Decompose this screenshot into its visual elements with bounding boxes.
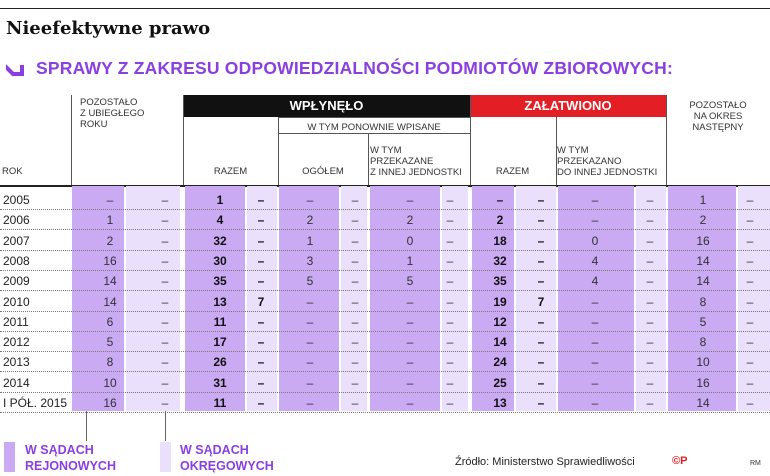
table-cell: 8 <box>106 355 114 370</box>
row-label: 2011 <box>3 314 29 329</box>
table-cell: – <box>646 274 654 289</box>
row-separator <box>0 270 770 271</box>
header-razem-in: RAZEM <box>213 166 248 177</box>
table-cell: 8 <box>699 294 707 309</box>
table-cell: 12 <box>493 314 507 329</box>
table-cell: 1 <box>216 193 224 207</box>
table-cell: 4 <box>216 213 224 228</box>
table-cell: 14 <box>493 335 507 350</box>
row-label: 2009 <box>3 274 30 289</box>
table-cell: – <box>591 294 599 309</box>
table-cell: – <box>406 355 414 370</box>
header-pozostalo-na: POZOSTAŁO NA OKRES NASTĘPNY <box>689 100 747 133</box>
table-cell: – <box>257 314 265 329</box>
table-cell: 24 <box>493 355 507 370</box>
table-cell: 5 <box>406 274 414 289</box>
table-cell: – <box>351 375 359 390</box>
table-cell: – <box>537 314 545 329</box>
table-cell: – <box>351 294 359 309</box>
table-cell: – <box>646 314 654 329</box>
table-cell: – <box>161 314 169 329</box>
table-cell: – <box>406 193 414 207</box>
table-cell: – <box>351 396 359 410</box>
table-cell: 5 <box>699 314 707 329</box>
header-divider <box>666 95 667 185</box>
header-wplynelo: WPŁYNĘŁO <box>183 95 470 117</box>
table-cell: – <box>537 355 545 370</box>
table-cell: – <box>746 355 754 370</box>
table-cell: 5 <box>106 335 114 350</box>
table-cell: – <box>406 335 414 350</box>
table-cell: – <box>746 233 754 248</box>
table-cell: 10 <box>103 375 117 390</box>
table-cell: – <box>306 294 314 309</box>
arrow-down-right-icon <box>6 58 28 80</box>
table-cell: – <box>591 396 599 410</box>
table-cell: – <box>161 294 169 309</box>
legend-swatch-okregowych <box>160 442 171 472</box>
table-cell: – <box>446 213 454 228</box>
table-cell: – <box>646 375 654 390</box>
row-separator <box>0 311 770 312</box>
table-cell: – <box>257 375 265 390</box>
row-label: 2010 <box>3 294 30 309</box>
header-rule <box>278 117 470 118</box>
table-cell: – <box>591 375 599 390</box>
table-cell: – <box>446 274 454 289</box>
table-cell: – <box>306 314 314 329</box>
table-cell: 0 <box>406 233 414 248</box>
table-cell: – <box>306 375 314 390</box>
table-cell: – <box>106 193 114 207</box>
table-cell: 11 <box>213 396 227 410</box>
header-ogolem: OGÓŁEM <box>302 166 344 177</box>
table-cell: 5 <box>306 274 314 289</box>
row-label: 2007 <box>3 233 30 248</box>
table-cell: 2 <box>699 213 707 228</box>
table-cell: 32 <box>493 253 507 268</box>
header-rok: ROK <box>2 166 23 177</box>
table-cell: – <box>591 314 599 329</box>
table-cell: – <box>591 335 599 350</box>
table-cell: – <box>351 253 359 268</box>
table-cell: – <box>537 253 545 268</box>
table-cell: – <box>646 193 654 207</box>
table-cell: 4 <box>591 253 599 268</box>
header-razem-done: RAZEM <box>495 166 530 177</box>
table-cell: – <box>537 233 545 248</box>
table-cell: 16 <box>103 253 117 268</box>
table-cell: – <box>351 233 359 248</box>
table-cell: – <box>646 233 654 248</box>
table-cell: 16 <box>696 375 710 390</box>
table-cell: – <box>446 335 454 350</box>
row-separator <box>0 250 770 251</box>
header-divider <box>368 133 369 185</box>
table-cell: – <box>351 274 359 289</box>
table-cell: – <box>257 335 265 350</box>
table-cell: 32 <box>213 233 227 248</box>
table-cell: – <box>446 396 454 410</box>
row-label: I PÓŁ. 2015 <box>3 396 68 410</box>
header-divider <box>183 95 184 185</box>
table-cell: 14 <box>696 274 710 289</box>
row-separator <box>0 392 770 393</box>
table-cell: – <box>351 335 359 350</box>
table-cell: – <box>161 253 169 268</box>
table-cell: 14 <box>696 396 710 410</box>
header-zalatwiono: ZAŁATWIONO <box>470 95 666 117</box>
table-cell: – <box>446 314 454 329</box>
row-separator <box>0 412 770 413</box>
table-cell: – <box>746 274 754 289</box>
table-cell: – <box>406 396 414 410</box>
table-cell: – <box>591 355 599 370</box>
table-cell: – <box>646 253 654 268</box>
table-cell: 31 <box>213 375 227 390</box>
table-cell: – <box>446 233 454 248</box>
table-cell: – <box>537 213 545 228</box>
table-cell: – <box>746 253 754 268</box>
table-cell: – <box>646 335 654 350</box>
table-cell: 3 <box>306 253 314 268</box>
table-cell: – <box>161 274 169 289</box>
table-cell: – <box>257 193 265 207</box>
publisher-logo: ©P <box>672 455 688 467</box>
table-cell: – <box>446 193 454 207</box>
row-separator <box>0 229 770 230</box>
table-cell: – <box>257 213 265 228</box>
table-cell: 17 <box>213 335 227 350</box>
table-cell: – <box>446 375 454 390</box>
table-cell: 30 <box>213 253 227 268</box>
table-cell: – <box>406 294 414 309</box>
table-cell: 35 <box>493 274 507 289</box>
row-label: 2012 <box>3 335 30 350</box>
legend-okregowych: W SĄDACH OKRĘGOWYCH <box>180 443 274 473</box>
table-cell: 25 <box>493 375 507 390</box>
table-cell: 1 <box>106 213 114 228</box>
table-cell: 13 <box>213 294 227 309</box>
table-cell: – <box>161 396 169 410</box>
header-divider <box>278 117 279 185</box>
table-cell: – <box>537 274 545 289</box>
header-przekazano-do: W TYM PRZEKAZANO DO INNEJ JEDNOSTKI <box>557 145 658 178</box>
table-cell: – <box>446 294 454 309</box>
table-cell: – <box>537 396 545 410</box>
table-cell: 1 <box>306 233 314 248</box>
table-cell: 0 <box>591 233 599 248</box>
row-separator <box>0 331 770 332</box>
table-cell: 6 <box>106 314 114 329</box>
table-cell: – <box>257 355 265 370</box>
table-cell: – <box>746 213 754 228</box>
author-credit: RM <box>750 460 761 467</box>
table-cell: – <box>351 213 359 228</box>
table-cell: – <box>257 253 265 268</box>
row-label: 2005 <box>3 193 30 207</box>
table-cell: – <box>161 193 169 207</box>
legend-pointer <box>86 411 87 441</box>
table-cell: 8 <box>699 335 707 350</box>
row-separator <box>0 209 770 210</box>
table-cell: – <box>496 193 504 207</box>
table-cell: – <box>537 375 545 390</box>
page-title: Nieefektywne prawo <box>6 18 211 39</box>
source-note: Źródło: Ministerstwo Sprawiedliwości <box>455 456 635 468</box>
table-cell: – <box>746 396 754 410</box>
table-cell: 14 <box>696 253 710 268</box>
table-cell: – <box>446 355 454 370</box>
row-separator <box>0 290 770 291</box>
table-cell: – <box>746 193 754 207</box>
table-cell: 10 <box>696 355 710 370</box>
header-przekazane-z: W TYM PRZEKAZANE Z INNEJ JEDNOSTKI <box>370 145 462 178</box>
header-divider <box>556 117 557 185</box>
table-cell: – <box>746 335 754 350</box>
table-cell: – <box>161 375 169 390</box>
table-cell: – <box>257 233 265 248</box>
row-label: 2006 <box>3 213 30 228</box>
table-cell: 1 <box>699 193 707 207</box>
table-cell: – <box>746 294 754 309</box>
row-label: 2013 <box>3 355 30 370</box>
table-cell: – <box>306 396 314 410</box>
header-divider <box>71 95 72 185</box>
row-label: 2008 <box>3 253 30 268</box>
row-separator <box>0 351 770 352</box>
table-cell: – <box>646 213 654 228</box>
table-cell: – <box>351 355 359 370</box>
table-cell: – <box>351 314 359 329</box>
table-cell: – <box>406 314 414 329</box>
table-cell: – <box>161 355 169 370</box>
table-cell: – <box>646 396 654 410</box>
table-cell: – <box>161 233 169 248</box>
header-pozostalo-z: POZOSTAŁO Z UBIEGŁEGO ROKU <box>80 97 145 130</box>
row-separator <box>0 371 770 372</box>
table-cell: – <box>537 335 545 350</box>
table-cell: – <box>746 314 754 329</box>
table-cell: – <box>446 253 454 268</box>
table-cell: – <box>306 193 314 207</box>
table-cell: – <box>257 274 265 289</box>
table-cell: – <box>646 294 654 309</box>
table-cell: – <box>591 193 599 207</box>
table-cell: 7 <box>537 294 545 309</box>
table-cell: 1 <box>406 253 414 268</box>
table-cell: 4 <box>591 274 599 289</box>
table-cell: – <box>351 193 359 207</box>
table-cell: 16 <box>696 233 710 248</box>
table-cell: – <box>306 335 314 350</box>
table-cell: 14 <box>103 294 117 309</box>
header-ponownie: W TYM PONOWNIE WPISANE <box>307 122 441 133</box>
chart-subtitle: SPRAWY Z ZAKRESU ODPOWIEDZIALNOŚCI PODMIOTÓW ZBIOROWYCH: <box>36 58 673 78</box>
table-cell: 13 <box>493 396 507 410</box>
table-cell: 35 <box>213 274 227 289</box>
table-cell: 16 <box>103 396 117 410</box>
table-cell: 2 <box>306 213 314 228</box>
table-cell: – <box>646 355 654 370</box>
table-cell: – <box>161 335 169 350</box>
header-divider <box>470 95 471 185</box>
table-cell: 18 <box>493 233 507 248</box>
table-cell: – <box>591 213 599 228</box>
table-cell: – <box>406 375 414 390</box>
table-cell: 2 <box>496 213 504 228</box>
legend-rejonowych: W SĄDACH REJONOWYCH <box>25 443 116 473</box>
header-rule <box>278 133 470 134</box>
table-cell: 11 <box>213 314 227 329</box>
table-cell: 7 <box>257 294 265 309</box>
table-cell: – <box>537 193 545 207</box>
table-cell: – <box>257 396 265 410</box>
row-label: 2014 <box>3 375 30 390</box>
table-cell: – <box>746 375 754 390</box>
table-cell: 26 <box>213 355 227 370</box>
legend-swatch-rejonowych <box>4 442 15 472</box>
legend-pointer <box>165 411 166 441</box>
table-cell: 14 <box>103 274 117 289</box>
table-cell: 19 <box>493 294 507 309</box>
table-cell: – <box>306 355 314 370</box>
top-rule <box>0 8 770 9</box>
table-cell: 2 <box>406 213 414 228</box>
table-cell: – <box>161 213 169 228</box>
table-cell: 2 <box>106 233 114 248</box>
